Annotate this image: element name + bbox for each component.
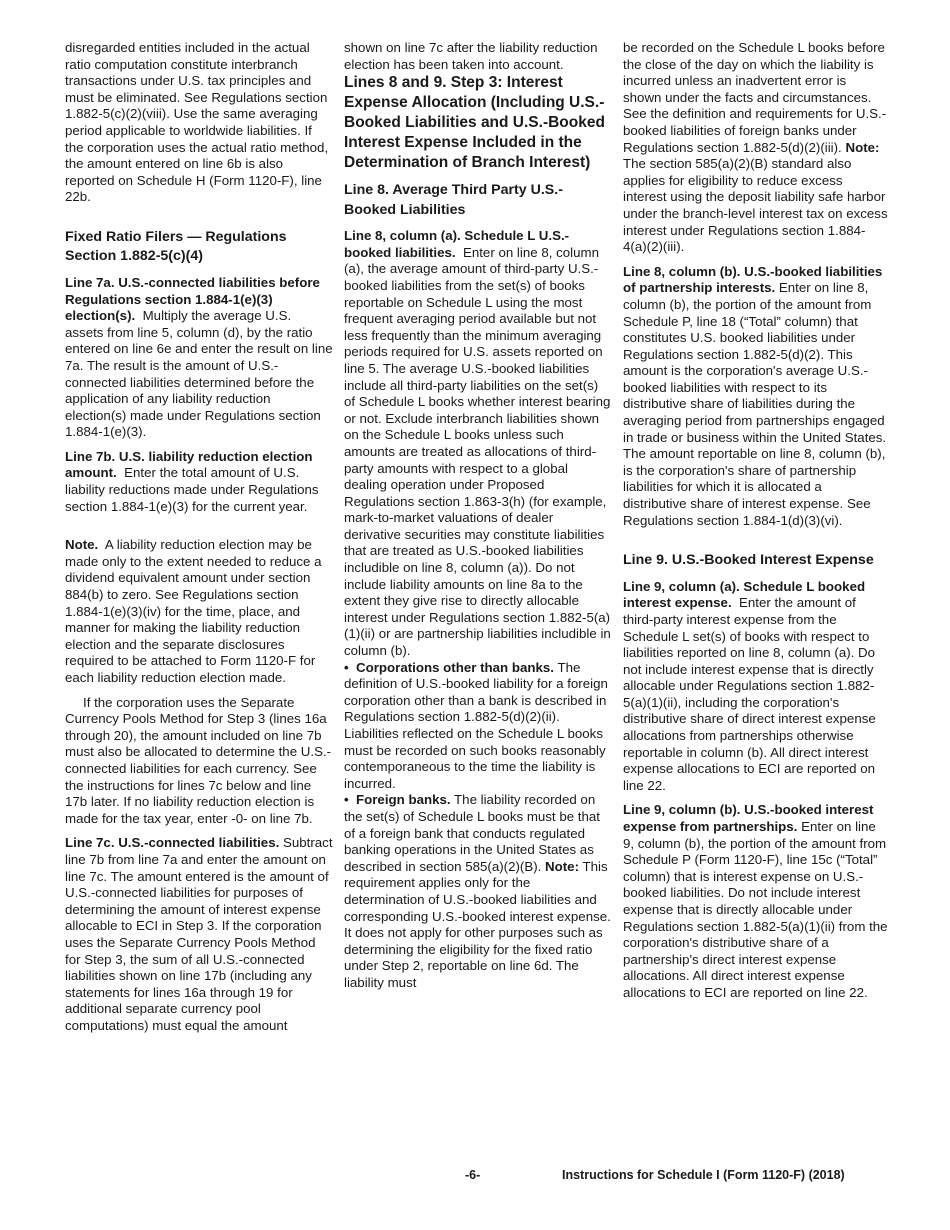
paragraph: disregarded entities included in the actual ratio computation constitute interbranch transactions under U.S. tax principles and must be eliminated. See Regulations section 1.882-5(c)(2)(viii). Use the same averaging period applicable to worldwide liabilities. If the corporation uses the actual ratio method, the amount entered on line 6b is also reported on Schedule H (Form 1120-F), line 22b. [65, 40, 329, 205]
column-left [65, 40, 333, 1034]
paragraph-text: be recorded on the Schedule L books before the close of the day on which the liability is incurred unless an inadvertent error is shown under the facts and circumstances. See the definition and requirements for U.S.-booked liabilities of foreign banks under Regulations section 1.882-5(d)(2)(iii). [623, 40, 887, 155]
note-paragraph [65, 537, 333, 686]
line-8a-heading: Line 8, column (a). Schedule L U.S.-booked liabilities. [344, 228, 570, 260]
paragraph: shown on line 7c after the liability reduction election has been taken into account. [344, 40, 598, 72]
bullet-foreign-banks [344, 792, 612, 991]
paragraph-separate-currency: If the corporation uses the Separate Currency Pools Method for Step 3 (lines 16a through 20), the amount included on line 7b must also be allocated to determine the U.S.-connected liabilities for each currency. See the instructions for lines 7c below and line 17b later. If no liability reduction election is made for the tax year, enter -0- on line 7b. [65, 694, 332, 826]
note-label: Note: [545, 858, 580, 874]
column-right [623, 40, 888, 1002]
paragraph [623, 40, 888, 256]
bullet-text-continued: This requirement applies only for the determination of U.S.-booked liabilities and corresponding U.S.-booked interest expense. It does not apply for other purposes such as determining the eligibility for the fixed ratio under Step 2, reportable on line 6d. The liability must [344, 858, 611, 990]
line-8b-heading: Line 8, column (b). U.S.-booked liabilities of partnership interests. [623, 263, 883, 296]
line-9a-heading: Line 9, column (a). Schedule L booked interest expense. [623, 578, 866, 611]
heading-line-8: Line 8. Average Third Party U.S.-Booked Liabilities [344, 182, 563, 218]
line-8b-paragraph [623, 264, 888, 530]
line-7b-paragraph [65, 449, 333, 515]
line-7c-text: Subtract line 7b from line 7a and enter the amount on line 7c. The amount entered is the amount of U.S.-connected liabilities for purposes of determining the amount of interest expense allocable to ECI in Step 3. If the corporation uses the Separate Currency Pools Method for Step 3, the sum of all U.S.-connected liabilities shown on line 17b (including any statements for lines 16a through 19 for additional separate currency pool computations) must equal the amount [65, 835, 333, 1033]
page-number: -6- [465, 1168, 481, 1182]
bullet-text: The definition of U.S.-booked liability for a foreign corporation other than a bank is described in Regulations section 1.882-5(d)(2)(ii). Liabilities reflected on the Schedule L books must be recorded on such books reasonably contemporaneous to the time the liability is incurred. [344, 659, 608, 791]
line-7a-text: Multiply the average U.S. assets from line 5, column (d), by the ratio entered on line 6e and enter the result on line 7a. The result is the amount of U.S.-connected liabilities determined before the application of any liability reduction election(s) made under Regulations section 1.884-1(e)(3). [65, 308, 333, 440]
note-text: A liability reduction election may be made only to the extent needed to reduce a dividend equivalent amount under section 884(b) to zero. See Regulations section 1.884-1(e)(3)(iv) for the time, place, and manner for making the liability reduction election and the separate disclosures required to be attached to Form 1120-F for each liability reduction election made. [65, 537, 322, 685]
heading-line-9: Line 9. U.S.-Booked Interest Expense [623, 552, 874, 569]
bullet-corporations [344, 660, 612, 793]
footer-title: Instructions for Schedule I (Form 1120-F) (2018) [562, 1168, 845, 1182]
heading-step-3: Lines 8 and 9. Step 3: Interest Expense Allocation (Including U.S.-Booked Liabilities and U.S.-Booked Interest Expense Included in the Determination of Branch Interest) [344, 74, 605, 172]
line-7c-paragraph [65, 835, 333, 1034]
note-label: Note: [845, 139, 880, 155]
line-7b-heading: Line 7b. U.S. liability reduction election amount. [65, 448, 313, 481]
line-8b-text: Enter on line 8, column (b), the portion of the amount from Schedule P, line 18 (“Total” column) that constitutes U.S. booked liabilities under Regulations section 1.882-5(d)(2). This amount is the corporation's average U.S.-booked liabilities with respect to its distributive share of liabilities during the averaging period from partnerships engaged in trade or business within the United States. The amount reportable on line 8, column (b), is the corporation's share of partnership liabilities for which it is allocated a distributive share of interest expense. See Regulations section 1.884-1(d)(3)(vi). [623, 280, 887, 528]
line-9b-heading: Line 9, column (b). U.S.-booked interest expense from partnerships. [623, 802, 874, 835]
heading-fixed-ratio-filers: Fixed Ratio Filers — Regulations Section 1.882-5(c)(4) [65, 228, 287, 265]
line-9b-text: Enter on line 9, column (b), the portion of the amount from Schedule P (Form 1120-F), line 15c (“Total” column) that is interest expense on U.S.-booked liabilities. Do not include interest expense that is directly allocable under Regulations section 1.882-5(a)(1)(ii) from the corporation's distributive share of a partnership's direct interest expense allocations. All direct interest expense allocations to ECI are reported on line 22. [623, 819, 888, 1000]
line-7a-paragraph [65, 275, 333, 441]
bullet-text: The liability recorded on the set(s) of Schedule L books must be that of a foreign bank that conducts regulated banking operations in the United States as described in section 585(a)(2)(B). [344, 792, 600, 874]
line-9b-paragraph [623, 802, 888, 1001]
paragraph-text-continued: The section 585(a)(2)(B) standard also applies for eligibility to reduce excess interest using the deposit liability safe harbor under the branch-level interest tax on excess interest under Regulations section 1.884-4(a)(2)(iii). [623, 156, 888, 255]
line-7b-text: Enter the total amount of U.S. liability reductions made under Regulations section 1.884-1(e)(3) for the current year. [65, 465, 319, 514]
line-8a-text: Enter on line 8, column (a), the average amount of third-party U.S.-booked liabilities from the set(s) of books reportable on Schedule L using the most frequent averaging period available but not less frequently than the minimum averaging periods required for U.S. assets reported on line 5. The average U.S.-booked liabilities include all third-party liabilities on the set(s) of Schedule L books whether interest bearing or not. Exclude interbranch liabilities shown on the Schedule L books unless such amounts are treated as allocations of third-party amounts with respect to a global dealing operation under Proposed Regulations section 1.863-3(h) (for example, mark-to-market valuations of dealer derivative securities may constitute liabilities that are treated as U.S.-booked liabilities includible on line 8, column (a)). Do not include liability amounts on line 8a to the extent they give rise to directly allocable interest under Regulations section 1.882-5(a)(1)(ii) or are partnership liabilities includible in column (b). [344, 244, 611, 659]
line-7c-heading: Line 7c. U.S.-connected liabilities. [65, 835, 280, 851]
bullet-icon: • [344, 792, 349, 808]
column-middle [344, 40, 612, 992]
bullet-heading: Foreign banks. [356, 792, 451, 808]
note-label: Note. [65, 537, 99, 553]
line-9a-text: Enter the amount of third-party interest expense from the Schedule L set(s) of books with respect to liabilities reported on line 8, column (a). Do not include interest expense that is directly allocable under Regulations section 1.882-5(a)(1)(ii), including the corporation's distributive share of direct interest expense allocations from partnerships otherwise reportable in column (b). All direct interest expense allocations to ECI are reported on line 22. [623, 595, 876, 793]
line-8a-paragraph [344, 228, 612, 659]
bullet-icon: • [344, 659, 349, 675]
bullet-heading: Corporations other than banks. [356, 659, 554, 675]
line-9a-paragraph [623, 579, 888, 795]
line-7a-heading: Line 7a. U.S.-connected liabilities before Regulations section 1.884-1(e)(3) election(s). [65, 274, 320, 324]
